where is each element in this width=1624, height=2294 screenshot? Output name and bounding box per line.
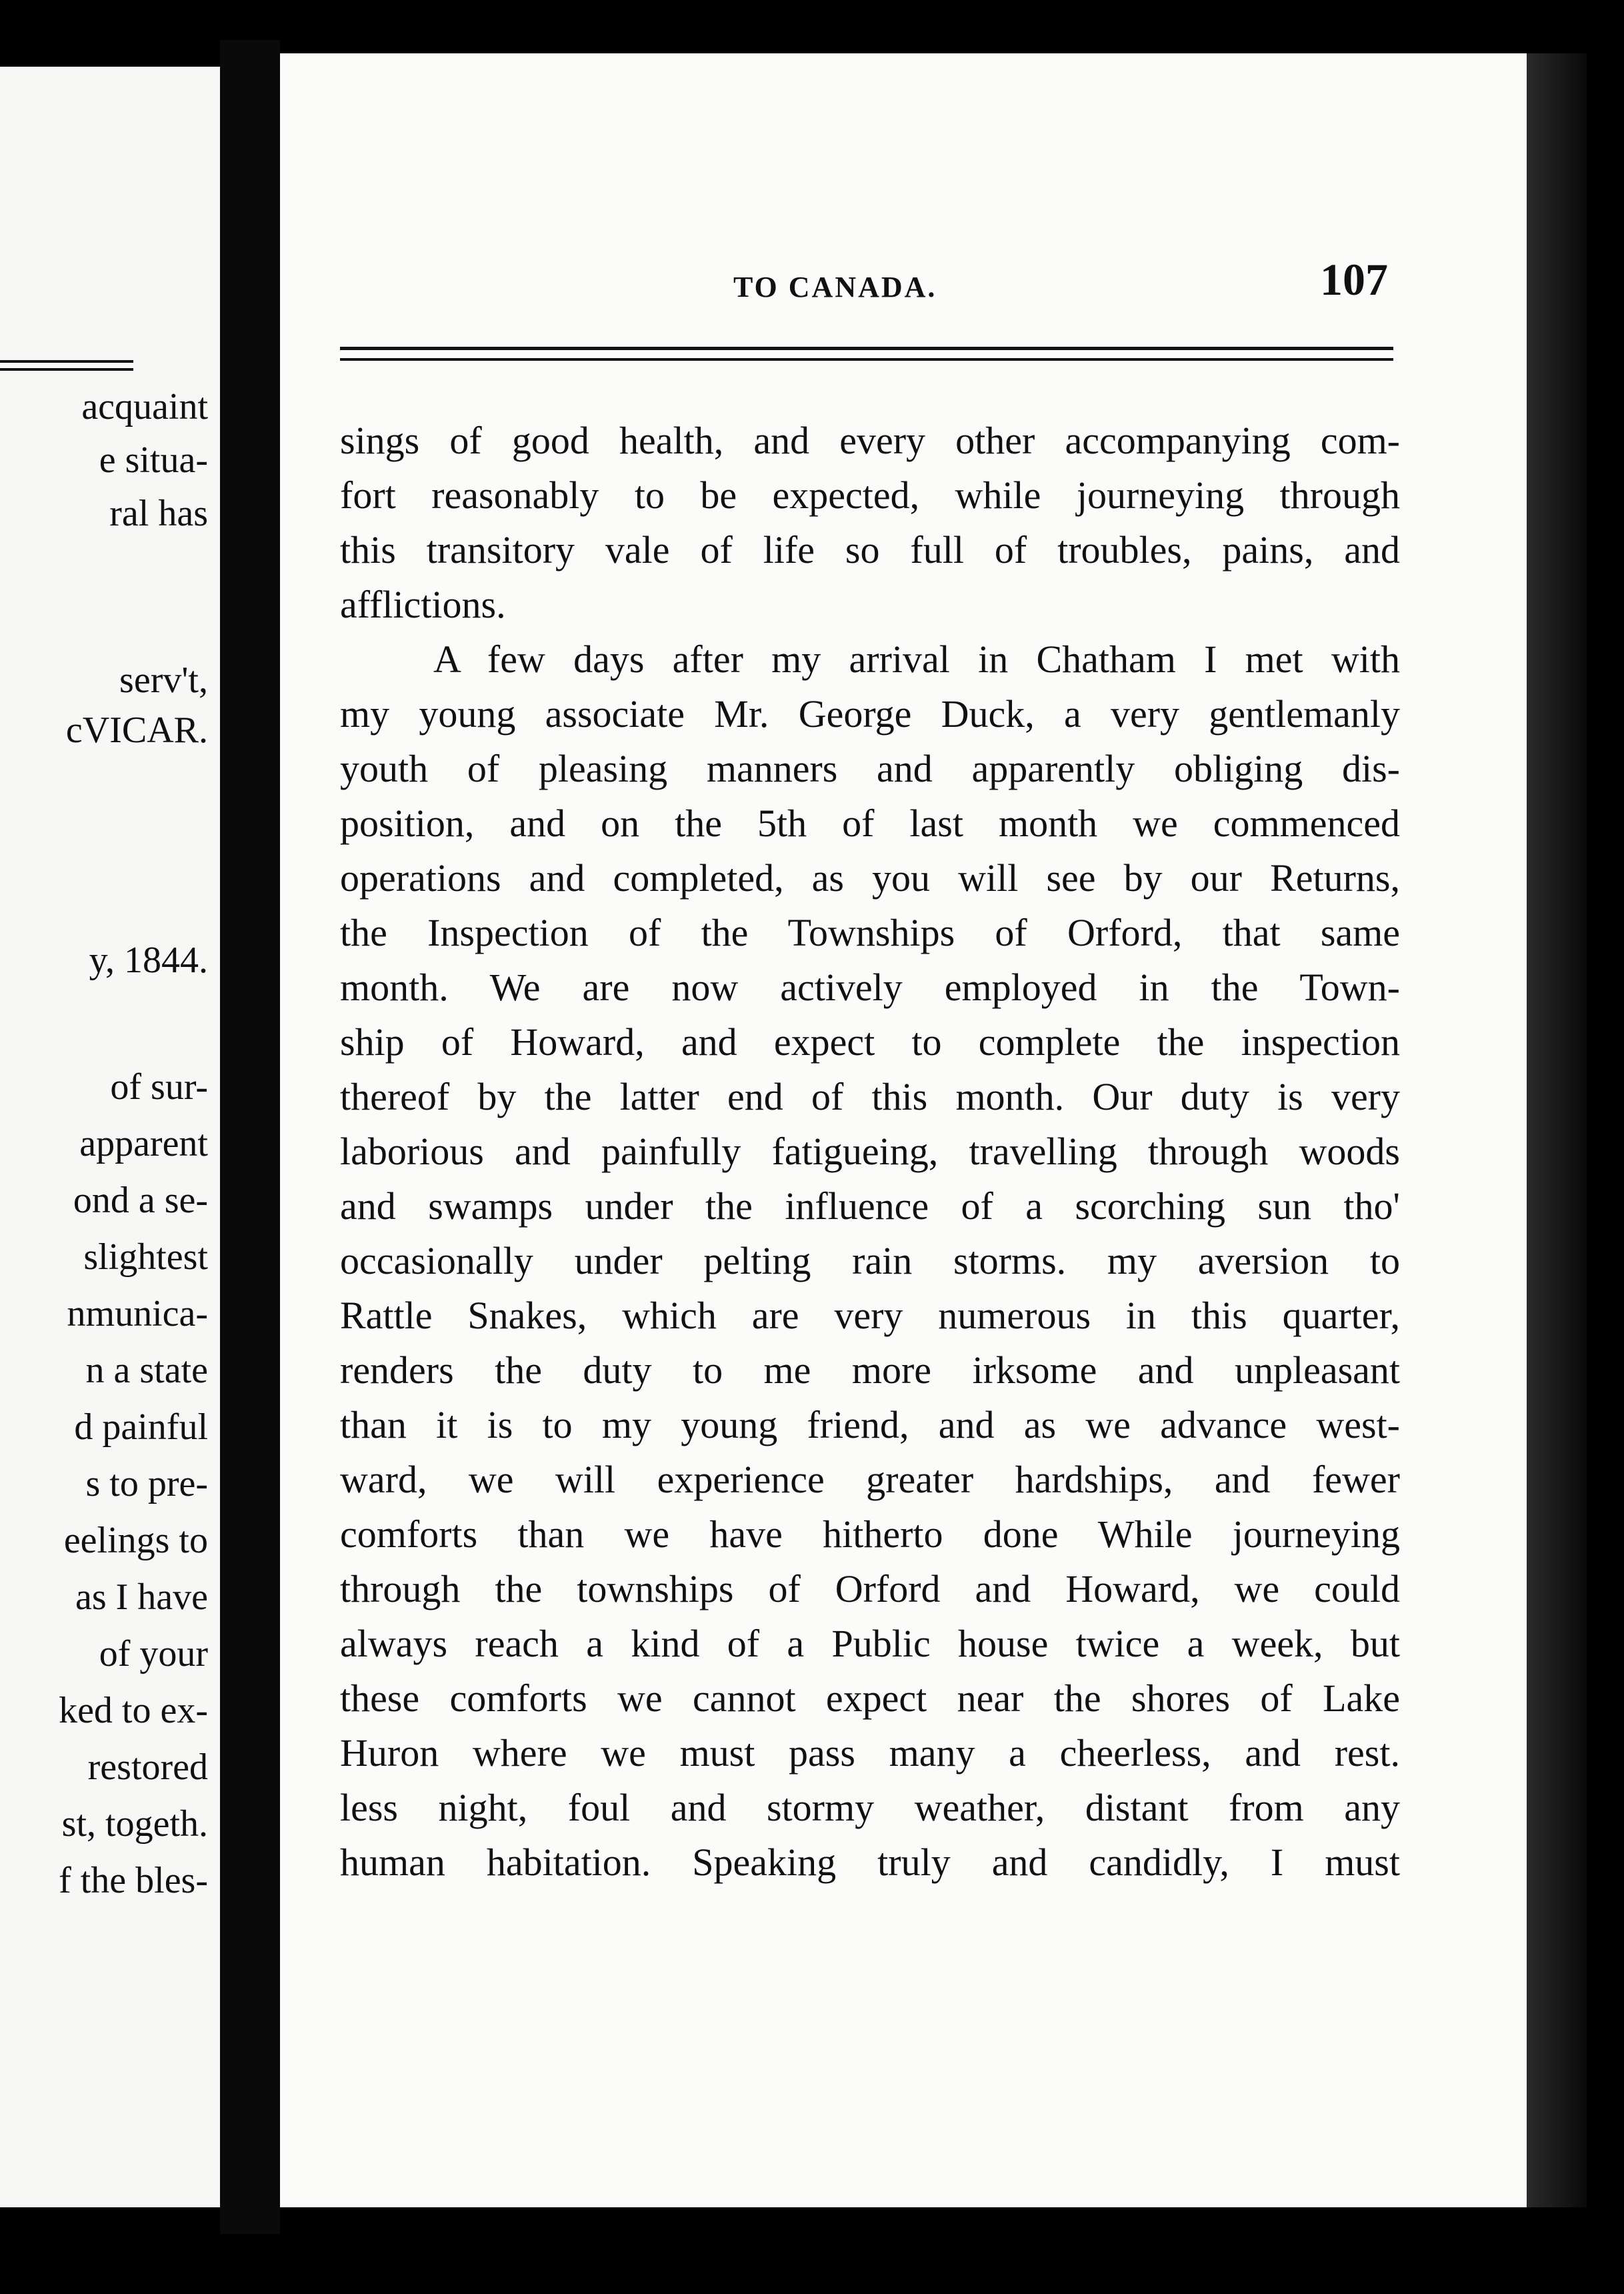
left-page-line: serv't, [119, 660, 208, 701]
text-line: A few days after my arrival in Chatham I met with [433, 638, 1400, 681]
left-page-line: n a state [85, 1350, 208, 1391]
text-line: the Inspection of the Townships of Orford, that same [340, 911, 1400, 954]
text-line: thereof by the latter end of this month. Our duty is very [340, 1075, 1400, 1118]
text-line: these comforts we cannot expect near the shores of Lake [340, 1676, 1400, 1720]
left-page-line: apparent [79, 1123, 208, 1164]
left-page-line: cVICAR. [65, 710, 208, 751]
left-page-line: nmunica- [67, 1293, 208, 1334]
right-page [280, 53, 1527, 2207]
left-page-line: slightest [83, 1236, 208, 1278]
left-page-line: e situa- [99, 439, 208, 481]
left-page-line: ked to ex- [59, 1690, 208, 1731]
left-page-line: eelings to [63, 1520, 208, 1561]
left-page-line: y, 1844. [89, 940, 208, 981]
text-line: ship of Howard, and expect to complete the inspection [340, 1020, 1400, 1064]
text-line: ward, we will experience greater hardships, and fewer [340, 1458, 1400, 1501]
text-line: position, and on the 5th of last month we commenced [340, 802, 1400, 845]
left-page-line: st, togeth. [61, 1803, 208, 1845]
text-line: fort reasonably to be expected, while journeying through [340, 473, 1400, 517]
text-line: occasionally under pelting rain storms. my aversion to [340, 1239, 1400, 1282]
page-edge [1527, 53, 1587, 2207]
text-line: renders the duty to me more irksome and unpleasant [340, 1348, 1400, 1392]
left-page-line: s to pre- [85, 1463, 208, 1504]
text-line: operations and completed, as you will see by our Returns, [340, 856, 1400, 900]
text-line: laborious and painfully fatigueing, travelling through woods [340, 1130, 1400, 1173]
page-number: 107 [1320, 254, 1388, 305]
left-page-line: of sur- [110, 1066, 208, 1108]
text-line: afflictions. [340, 583, 506, 626]
text-line: through the townships of Orford and Howard, we could [340, 1567, 1400, 1610]
text-line: my young associate Mr. George Duck, a very gentlemanly [340, 692, 1400, 736]
left-page-rule [0, 360, 133, 371]
text-line: always reach a kind of a Public house twice a week, but [340, 1622, 1400, 1665]
text-line: Rattle Snakes, which are very numerous in this quarter, [340, 1294, 1400, 1337]
left-page-line: restored [87, 1747, 208, 1788]
book-gutter [220, 40, 280, 2234]
text-line: Huron where we must pass many a cheerless, and rest. [340, 1731, 1400, 1775]
running-header-title: TO CANADA. [733, 271, 937, 303]
left-page-line: of your [99, 1633, 208, 1674]
text-line: sings of good health, and every other accompanying com- [340, 419, 1400, 462]
left-page-fragment [0, 67, 220, 2207]
text-line: human habitation. Speaking truly and candidly, I must [340, 1841, 1400, 1884]
left-page-line: ral has [109, 493, 208, 534]
body-text [340, 413, 1400, 1890]
text-line: this transitory vale of life so full of troubles, pains, and [340, 528, 1400, 571]
left-page-line: d painful [74, 1406, 208, 1448]
left-page-line: f the bles- [59, 1860, 208, 1901]
text-line: than it is to my young friend, and as we advance west- [340, 1403, 1400, 1446]
left-page-line: acquaint [81, 386, 208, 427]
left-page-line: ond a se- [73, 1180, 208, 1221]
text-line: less night, foul and stormy weather, distant from any [340, 1786, 1400, 1829]
left-page-line: as I have [75, 1576, 208, 1618]
text-line: comforts than we have hitherto done While journeying [340, 1512, 1400, 1556]
text-line: month. We are now actively employed in the Town- [340, 966, 1400, 1009]
text-line: and swamps under the influence of a scorching sun tho' [340, 1184, 1400, 1228]
header-double-rule [340, 347, 1393, 361]
text-line: youth of pleasing manners and apparently obliging dis- [340, 747, 1400, 790]
